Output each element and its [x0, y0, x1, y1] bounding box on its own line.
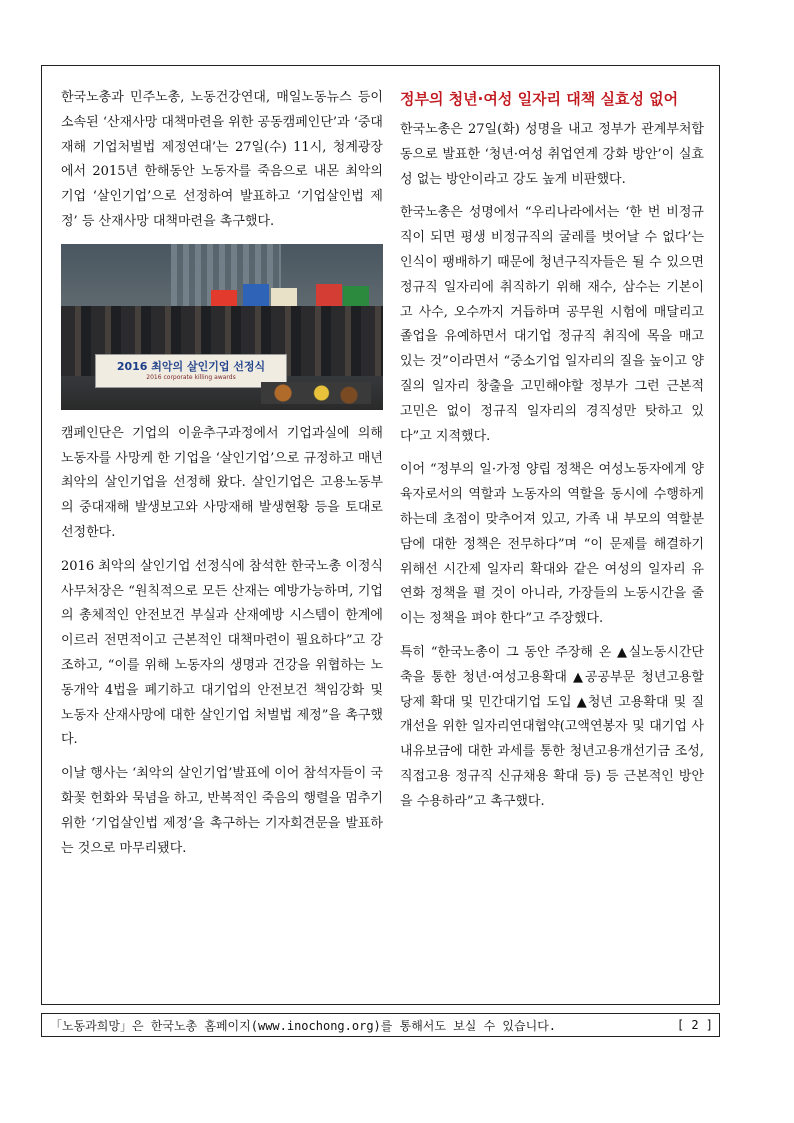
photo-banner-title: 2016 최악의 살인기업 선정식 — [116, 359, 266, 373]
page-number: [ 2 ] — [676, 1018, 713, 1032]
right-column — [400, 86, 704, 824]
footer-text: 「노동과희망」은 한국노총 홈페이지(www.inochong.org)를 통해서도 보실 수 있습니다. — [50, 1018, 557, 1033]
photo-banner-subtitle: 2016 corporate killing awards — [146, 373, 236, 381]
page-footer — [41, 1013, 720, 1037]
article-paragraph: 이날 행사는 ‘최악의 살인기업’발표에 이어 참석자들이 국화꽃 헌화와 묵념을 하고, 반복적인 죽음의 행렬을 멈추기 위한 ‘기업살인법 제정’을 촉구하는 기자회견문을 발표하는 것으로 마무리됐다. — [61, 766, 383, 856]
article-paragraph: 한국노총은 성명에서 “우리나라에서는 ‘한 번 비정규직이 되면 평생 비정규직의 굴레를 벗어날 수 없다’는 인식이 팽배하기 때문에 청년구직자들은 될 수 있으면 정규직 일자리에 취직하기 위해 재수, 삼수는 기본이고 사수, 오수까지 거듭하며 공무원 시험에 매달리고 졸업을 유예하면서 대기업 정규직 취직에 목을 매고 있는 것”이라면서 “중소기업 일자리의 질을 높이고 양질의 일자리 창출을 고민해야할 정부가 그런 근본적 고민은 없이 정규직 일자리의 경직성만 탓하고 있다”고 지적했다. — [400, 205, 704, 444]
article-paragraph: 2016 최악의 살인기업 선정식에 참석한 한국노총 이정식 사무처장은 “원칙적으로 모든 산재는 예방가능하며, 기업의 총체적인 안전보건 부실과 산재예방 시스템이 한계에 이르러 전면적이고 근본적인 대책마련이 필요하다”고 강조하고, “이를 위해 노동자의 생명과 건강을 위협하는 노동개악 4법을 폐기하고 대기업의 안전보건 책임강화 및 노동자 산재사망에 대한 살인기업 처벌법 제정”을 촉구했다. — [61, 558, 383, 748]
photo-banner — [95, 354, 287, 388]
article-paragraph: 이어 “정부의 일·가정 양립 정책은 여성노동자에게 양육자로서의 역할과 노동자의 역할을 동시에 수행하게 하는데 초점이 맞추어져 있고, 가족 내 부모의 역할분담에 대한 정책은 전무하다”며 “이 문제를 해결하기 위해선 시간제 일자리 확대와 같은 여성의 일자리 유연화 정책을 펼 것이 아니라, 가장들의 노동시간을 줄이는 정책을 펴야 한다”고 주장했다. — [400, 462, 704, 627]
article-paragraph: 한국노총과 민주노총, 노동건강연대, 매일노동뉴스 등이 소속된 ‘산재사망 대책마련을 위한 공동캠페인단’과 ‘중대재해 기업처벌법 제정연대’는 27일(수) 11시, 청계광장에서 2015년 한해동안 노동자를 죽음으로 내몬 최악의 기업 ‘살인기업’으로 선정하여 발표하고 ‘기업살인법 제정’ 등 산재사망 대책마련을 촉구했다. — [61, 90, 383, 229]
article-headline: 정부의 청년·여성 일자리 대책 실효성 없어 — [400, 90, 679, 108]
photo-helmets — [261, 382, 371, 404]
article-paragraph: 한국노총은 27일(화) 성명을 내고 정부가 관계부처합동으로 발표한 ‘청년·여성 취업연계 강화 방안’이 실효성 없는 방안이라고 강도 높게 비판했다. — [400, 122, 704, 187]
left-column — [61, 86, 383, 870]
page-frame — [41, 65, 720, 1005]
event-photo — [61, 244, 383, 410]
article-paragraph: 특히 “한국노총이 그 동안 주장해 온 ▲실노동시간단축을 통한 청년·여성고용확대 ▲공공부문 청년고용할당제 확대 및 민간대기업 도입 ▲청년 고용확대 및 질 개선을 위한 일자리연대협약(고액연봉자 및 대기업 사내유보금에 대한 과세를 통한 청년고용개선기금 조성, 직접고용 정규직 신규채용 확대 등) 등 근본적인 방안을 수용하라”고 촉구했다. — [400, 644, 704, 809]
article-paragraph: 캠페인단은 기업의 이윤추구과정에서 기업과실에 의해 노동자를 사망케 한 기업을 ‘살인기업’으로 규정하고 매년 최악의 살인기업을 선정해 왔다. 살인기업은 고용노동부의 중대재해 발생보고와 사망재해 발생현황 등을 토대로 선정한다. — [61, 425, 383, 540]
